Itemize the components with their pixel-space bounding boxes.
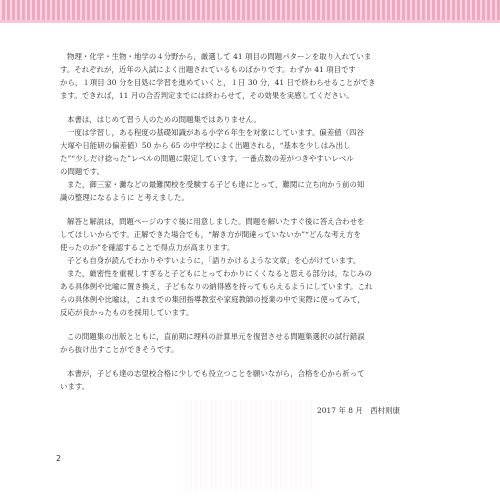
text-line: 本書は，はじめて習う人のための問題集ではありません。: [67, 115, 261, 124]
text-line: 物理・化学・生物・地学の４分野から，厳選して 41 項目の問題パターンを取り入れていま: [67, 52, 372, 61]
page-number: 2: [56, 454, 62, 463]
paragraph-gap: [60, 356, 428, 367]
paragraph-gap: [60, 204, 428, 215]
text-line: この問題集の出版とともに，直前期に理科の計算単元を復習させる問題集選択の試行錯誤: [67, 332, 365, 341]
text-line: 解答と解説は，問題ページのすぐ後に用意しました。問題を解いたすぐ後に答え合わせを: [67, 217, 365, 226]
text-line: 一度は学習し，ある程度の基礎知識がある小学６年生を対象にしています。偏差値（四谷: [67, 128, 365, 137]
paragraph-p2: [60, 113, 428, 204]
text-line: 反応が良かったものを採用しています。: [60, 308, 194, 317]
text-line: 子ども自身が読んでわかりやすいように，「語りかけるような文章」を心がけています。: [67, 256, 361, 265]
preface-signature: 2017 年 8 月 西村则康: [316, 406, 400, 415]
text-line: から抜け出すことができそうです。: [60, 345, 179, 354]
text-line: た”“少しだけ捻った”レベルの問題に限定しています。一番点数の差がつきやすいレベル: [60, 154, 354, 163]
text-line: ます。できれば，11 月の合否判定までには終わらせて，その効果を実感してください。: [60, 91, 354, 100]
paragraph-p5: [60, 367, 428, 393]
paragraph-p4: [60, 330, 428, 356]
preface-body: [60, 50, 428, 417]
text-line: また，御三家・灘などの最難関校を受験する子ども達にとって，難関に立ち向かう前の知: [67, 180, 365, 189]
paragraph-gap: [60, 102, 428, 113]
text-line: 本書が，子ども達の志望校合格に少しでも役立つことを願いながら，合格を心から祈って: [67, 369, 365, 378]
text-line: います。: [60, 382, 90, 391]
text-line: 使ったのか”を確認することで得点力が高まります。: [60, 243, 235, 252]
text-line: ある具体例や比喩に置き換え，子どもなりの納得感を持ってもらえるようにしています。これ: [60, 282, 373, 291]
text-line: す。それぞれが，近年の入試によく出題されているものばかりです。わずか 41 項目です: [60, 65, 356, 74]
text-line: から，１項目 30 分を目処に学習を進めていくと，１日 30 分，41 日で終わらせることができ: [60, 78, 376, 87]
decorative-band-edge: [0, 20, 500, 23]
text-line: らの具体例や比喩は，これまでの集団指導教室や家庭教師の授業の中で実際に使ってみて，: [60, 295, 365, 304]
text-line: 大塚や日能研の偏差値）50 から 65 の中学校によく出題される，“基本を少しはみ出し: [60, 141, 351, 150]
paragraph-p1: [60, 50, 428, 102]
text-line: また，厳密性を重視しすぎると子どもにとってわかりにくくなると思える部分は，なじみの: [67, 269, 372, 278]
decorative-stripes: [0, 0, 500, 20]
text-line: してほしいからです。正解できた場合でも，“解き方が間違っていないか”“どんな考え方を: [60, 230, 362, 239]
text-line: の問題です。: [60, 167, 105, 176]
paragraph-p3: [60, 215, 428, 319]
paragraph-gap: [60, 319, 428, 330]
text-line: 識の整理になるように と考えました。: [60, 193, 189, 202]
